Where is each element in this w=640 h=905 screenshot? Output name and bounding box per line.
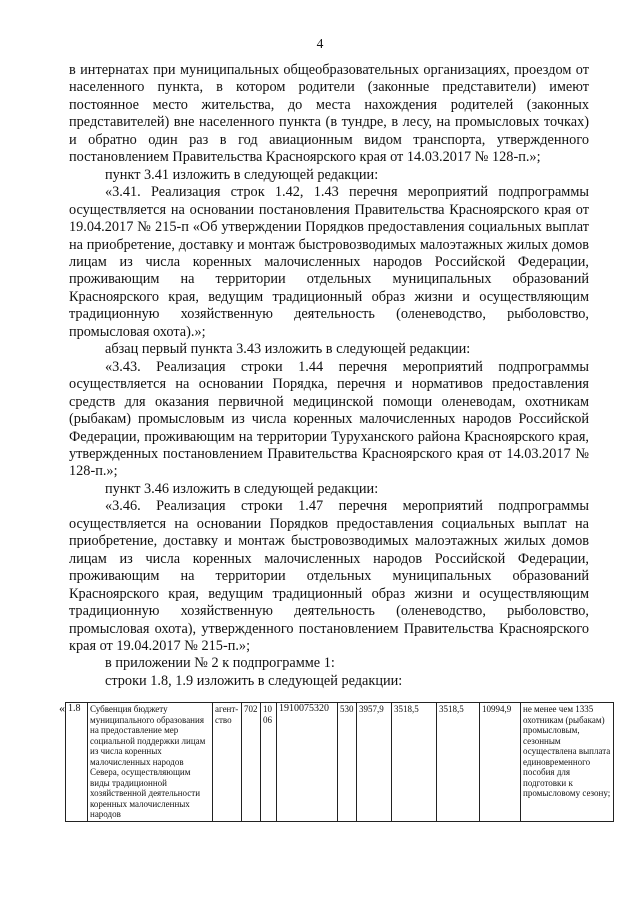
- row-name: Субвенция бюджету муниципального образования на предоставление мер социальной поддержки лицам из числа коренных малочисленных народов Севера, осуществляющим виды традиционной хозяйственной деятельности коренных малочисленных народов: [88, 703, 213, 822]
- row-agent: агент-ство: [213, 703, 242, 822]
- program-table: [65, 702, 614, 822]
- page-number: 4: [316, 36, 324, 51]
- row-rzpr: 10 06: [261, 703, 277, 822]
- document-body: [69, 62, 589, 690]
- paragraph: «3.41. Реализация строк 1.42, 1.43 перечня мероприятий подпрограммы осуществляется на основании постановления Правительства Красноярского края от 19.04.2017 № 215-п «Об утверждении Порядков предоставления социальных выплат на приобретение, доставку и монтаж быстровозводимых малоэтажных жилых домов лицам из числа коренных малочисленных народов Российской Федерации, проживающим на территории отдельных муниципальных образований Красноярского края, ведущим традиционный образ жизни и осуществляющим традиционную хозяйственную деятельность (оленеводство, рыболовство, промысловая охота).»;: [69, 184, 589, 340]
- row-result: не менее чем 1335 охотникам (рыбакам) промысловым, сезонным осуществлена выплата единовременного пособия для подготовки к промысловому сезону;: [521, 703, 614, 822]
- table-open-quote: «: [59, 701, 65, 715]
- row-csr: 1910075320: [277, 703, 338, 822]
- row-vr: 530: [338, 703, 357, 822]
- row-number: 1.8: [66, 703, 88, 822]
- paragraph: пункт 3.46 изложить в следующей редакции:: [105, 480, 379, 497]
- row-total: 10994,9: [480, 703, 521, 822]
- row-year-3: 3518,5: [437, 703, 480, 822]
- paragraph: пункт 3.41 изложить в следующей редакции:: [105, 166, 379, 183]
- paragraph: абзац первый пункта 3.43 изложить в следующей редакции:: [105, 341, 471, 358]
- table-row: [66, 703, 614, 822]
- row-year-1: 3957,9: [357, 703, 392, 822]
- paragraph: в приложении № 2 к подпрограмме 1:: [105, 655, 335, 672]
- paragraph: «3.43. Реализация строки 1.44 перечня мероприятий подпрограммы осуществляется на основании Порядка, перечня и нормативов предоставления средств для оказания первичной медицинской помощи оленеводам, охотникам (рыбакам) промысловым из числа коренных малочисленных народов Российской Федерации, проживающим на территории Туруханского района Красноярского края, утвержденных постановлением Правительства Красноярского края от 14.03.2017 № 128-п.»;: [69, 358, 589, 480]
- paragraph: «3.46. Реализация строки 1.47 перечня мероприятий подпрограммы осуществляется на основании Порядков предоставления социальных выплат на приобретение, доставку и монтаж быстровозводимых малоэтажных жилых домов лицам из числа коренных малочисленных народов Российской Федерации, проживающим на территории отдельных муниципальных образований Красноярского края, ведущим традиционный образ жизни и осуществляющим традиционную хозяйственную деятельность (оленеводство, рыболовство, промысловая охота), утвержденного постановлением Правительства Красноярского края от 19.04.2017 № 215-п.»;: [69, 498, 589, 654]
- row-year-2: 3518,5: [392, 703, 437, 822]
- paragraph: строки 1.8, 1.9 изложить в следующей редакции:: [105, 672, 403, 689]
- paragraph: в интернатах при муниципальных общеобразовательных организациях, проездом от населенного пункта, в котором родители (законные представители) имеют постоянное место жительства, до места нахождения родителей (законных представителей) вне населенного пункта (в тундре, в лесу, на промысловых точках) и обратно один раз в год авиационным видом транспорта, утвержденного постановлением Правительства Красноярского края от 14.03.2017 № 128-п.»;: [69, 62, 589, 166]
- row-grbs: 702: [242, 703, 261, 822]
